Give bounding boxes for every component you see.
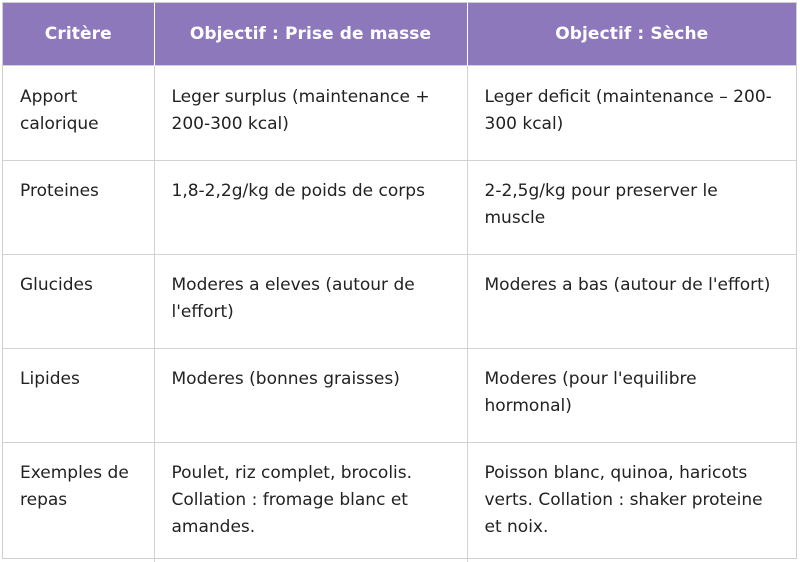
table-header — [3, 3, 796, 66]
table-row — [3, 66, 796, 161]
cell-prise-de-masse: Moderes a eleves (autour de l'effort) — [154, 255, 467, 349]
cell-critere: Apport calorique — [3, 66, 154, 161]
cell-seche: Moderes a bas (autour de l'effort) — [467, 255, 796, 349]
nutrition-table — [3, 3, 796, 562]
table-row — [3, 255, 796, 349]
cell-prise-de-masse: Leger surplus (maintenance + 200-300 kcal) — [154, 66, 467, 161]
header-row — [3, 3, 796, 66]
comparison-table — [2, 2, 797, 559]
cell-critere: Exemples de repas — [3, 443, 154, 562]
table-body — [3, 66, 796, 562]
cell-critere: Lipides — [3, 349, 154, 443]
cell-critere: Glucides — [3, 255, 154, 349]
cell-prise-de-masse: Poulet, riz complet, brocolis. Collation : fromage blanc et amandes. — [154, 443, 467, 562]
cell-prise-de-masse: Moderes (bonnes graisses) — [154, 349, 467, 443]
cell-seche: Moderes (pour l'equilibre hormonal) — [467, 349, 796, 443]
header-critere: Critère — [3, 3, 154, 66]
cell-seche: 2-2,5g/kg pour preserver le muscle — [467, 161, 796, 255]
cell-critere: Proteines — [3, 161, 154, 255]
header-prise-de-masse: Objectif : Prise de masse — [154, 3, 467, 66]
cell-seche: Leger deficit (maintenance – 200-300 kcal) — [467, 66, 796, 161]
cell-seche: Poisson blanc, quinoa, haricots verts. Collation : shaker proteine et noix. — [467, 443, 796, 562]
table-row — [3, 161, 796, 255]
cell-prise-de-masse: 1,8-2,2g/kg de poids de corps — [154, 161, 467, 255]
header-seche: Objectif : Sèche — [467, 3, 796, 66]
table-row — [3, 443, 796, 562]
table-row — [3, 349, 796, 443]
